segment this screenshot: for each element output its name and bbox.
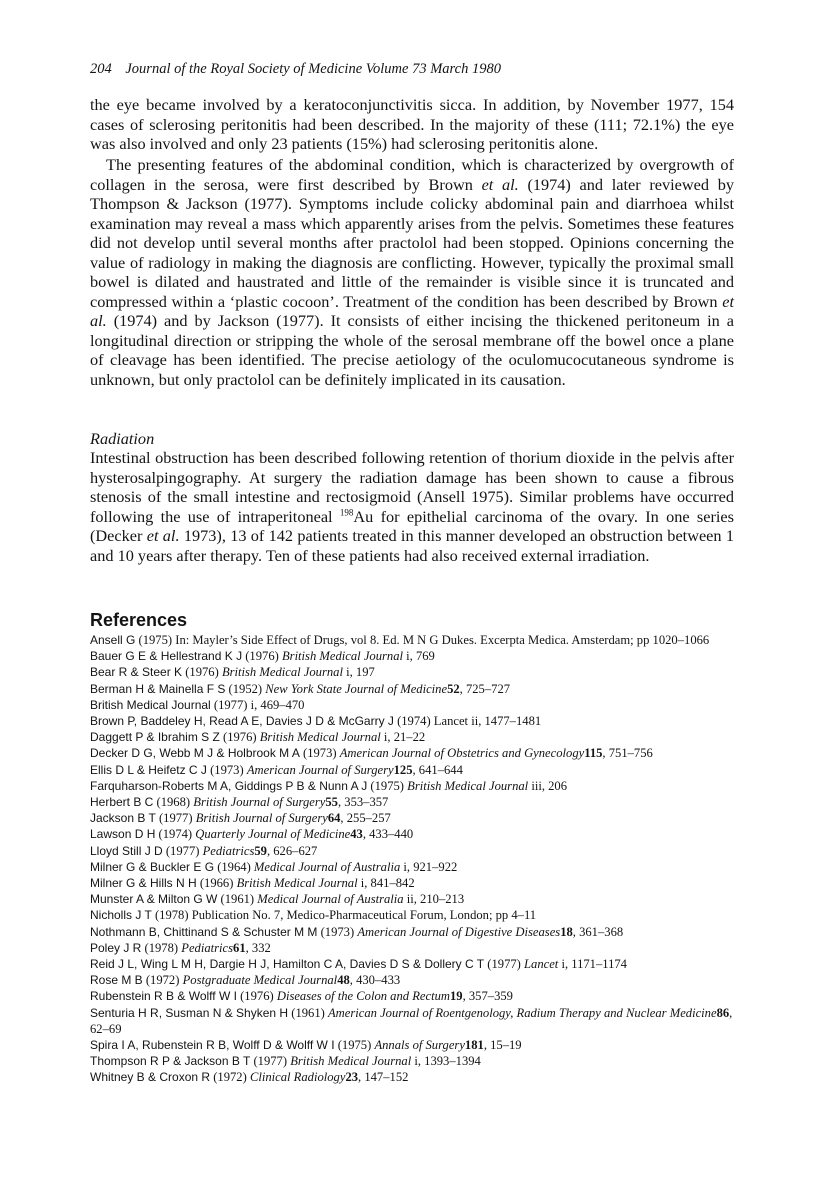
reference-year: (1972) [145,973,180,988]
reference-item [90,907,740,923]
reference-year: (1973) [303,746,337,761]
reference-author: Ellis D L & Heifetz C J [90,762,207,777]
reference-pages: , 361–368 [572,924,624,939]
reference-item [90,794,740,810]
reference-detail: Lancet ii, 1477–1481 [433,714,542,729]
reference-pages: , 725–727 [459,681,511,696]
reference-author: Spira I A, Rubenstein R B, Wolff D & Wolff W I [90,1038,335,1053]
reference-journal: American Journal of Digestive Diseases [357,924,561,939]
reference-pages: , 641–644 [412,762,463,777]
reference-author: Brown P, Baddeley H, Read A E, Davies J D & McGarry J [90,714,394,729]
reference-year: (1975) [370,778,404,793]
reference-year: (1961) [220,892,255,907]
reference-volume: 19 [449,989,463,1004]
reference-journal: British Medical Journal [236,876,358,891]
paragraph-text: the eye became involved by a keratoconjunctivitis sicca. In addition, by November 1977, 154 cases of sclerosing peritonitis had been described. In the majority of these (111; 72.1%) the eye was also involved and only 23 patients (15%) had sclerosing peritonitis alone. [90,95,734,153]
reference-volume: 23 [345,1070,359,1085]
reference-volume: 55 [325,795,338,810]
body-paragraph-1 [90,95,734,154]
reference-volume: 18 [560,924,573,939]
reference-year: (1976) [223,730,257,745]
reference-author: Milner G & Buckler E G [90,859,215,874]
reference-volume: 52 [447,681,460,696]
reference-journal: British Medical Journal [290,1054,412,1069]
reference-volume: 48 [337,973,350,988]
reference-year: (1966) [199,876,234,891]
reference-item [90,859,740,875]
reference-author: Farquharson-Roberts M A, Giddings P B & Nunn A J [90,778,368,793]
reference-author: Lloyd Still J D [90,843,163,858]
reference-item [90,924,740,940]
reference-year: (1977) [165,843,200,858]
reference-item [90,648,740,664]
reference-item [90,681,740,697]
reference-year: (1952) [228,681,263,696]
body-paragraph-2 [90,155,734,389]
reference-item [90,956,740,972]
reference-journal: Annals of Surgery [374,1038,465,1053]
reference-journal: Quarterly Journal of Medicine [195,827,351,842]
reference-volume: 125 [393,762,413,777]
reference-year: (1974) [397,714,431,729]
reference-year: (1975) [138,633,173,647]
reference-item [90,1069,740,1085]
reference-journal: Medical Journal of Australia [253,859,401,874]
section-subheading: Radiation [90,429,155,448]
reference-item [90,664,740,680]
text-run: (1974) and by Jackson (1977). It consists of either incising the thickened peritoneum in a longitudinal direction or stripping the whole of the serosal membrane off the bowel once a plane of cleavage has been identified. The precise aetiology of the oculomucocutaneous syndrome is unknown, but only practolol can be definitely implicated in its causation. [90,311,734,389]
reference-author: Jackson B T [90,811,156,826]
reference-pages: i, 1393–1394 [411,1054,481,1069]
reference-author: Milner G & Hills N H [90,876,197,891]
reference-item [90,843,740,859]
reference-journal: British Journal of Surgery [195,811,328,826]
reference-pages: , 255–257 [340,811,391,826]
reference-author: Decker D G, Webb M J & Holbrook M A [90,746,300,761]
reference-pages: , 353–357 [337,795,389,810]
reference-journal: New York State Journal of Medicine [265,681,448,696]
reference-pages: , 147–152 [358,1070,409,1085]
reference-author: Lawson D H [90,827,156,842]
reference-author: Rose M B [90,973,143,988]
running-header [90,61,501,78]
reference-item [90,826,740,842]
reference-volume: 59 [254,843,267,858]
reference-journal: Lancet [524,957,559,972]
reference-author: Bear R & Steer K [90,665,183,680]
reference-year: (1974) [158,827,193,842]
reference-pages: ii, 210–213 [403,892,465,907]
reference-journal: British Journal of Surgery [193,795,326,810]
reference-author: British Medical Journal [90,697,211,712]
reference-author: Nothmann B, Chittinand S & Schuster M M [90,924,318,939]
reference-pages: , 332 [245,940,271,955]
reference-year: (1978) [144,940,179,955]
reference-journal: British Medical Journal [259,730,381,745]
text-run: Intestinal obstruction has been described following retention of thorium dioxide in the pelvis after hysterosalpingography. At surgery the radiation damage has been shown to cause a fibrous stenosis of the small intestine and rectosigmoid (Ansell 1975). Similar problems have occurred following the use of intraperitoneal [90,448,734,526]
reference-item [90,713,740,729]
reference-item [90,729,740,745]
reference-journal: Diseases of the Colon and Rectum [276,989,450,1004]
text-run: (1974) and later reviewed by Thompson & Jackson (1977). Symptoms include colicky abdominal pain and diarrhoea whilst examination may reveal a mass which apparently arises from the pelvis. Sometimes these features did not develop until several months after practolol had been stopped. Opinions concerning the value of radiology in making the diagnosis are conflicting. However, typically the proximal small bowel is dilated and haustrated and little of the remainder is visible since it is truncated and compressed within a ‘plastic cocoon’. Treatment of the condition has been described by Brown [90,174,735,311]
reference-year: (1977) [213,697,248,712]
reference-item [90,988,740,1004]
reference-journal: British Medical Journal [221,665,343,680]
reference-year: (1972) [213,1070,247,1085]
reference-pages: , 15–19 [483,1038,522,1053]
body-paragraph-3 [90,448,734,565]
running-title: Journal of the Royal Society of Medicine Volume 73 March 1980 [125,61,501,77]
reference-year: (1973) [210,762,244,777]
reference-item [90,745,740,761]
reference-author: Thompson R P & Jackson B T [90,1054,251,1069]
reference-pages: , 433–440 [362,827,414,842]
reference-journal: American Journal of Roentgenology, Radium Therapy and Nuclear Medicine [327,1005,717,1020]
reference-volume: 64 [327,811,341,826]
reference-journal: Postgraduate Medical Journal [182,973,338,988]
reference-item [90,762,740,778]
references-heading: References [90,610,188,630]
reference-item [90,778,740,794]
reference-pages: iii, 206 [528,778,568,793]
reference-journal: British Medical Journal [281,649,403,664]
reference-year: (1976) [185,665,219,680]
reference-year: (1977) [253,1054,288,1069]
reference-year: (1964) [217,859,251,874]
reference-author: Bauer G E & Hellestrand K J [90,649,243,664]
et-al-italic: et al. [90,291,734,330]
reference-pages: , 626–627 [266,843,318,858]
reference-journal: Medical Journal of Australia [257,892,404,907]
reference-list [90,632,740,1086]
superscript: 198 [339,507,354,518]
reference-year: (1968) [156,795,191,810]
reference-journal: American Journal of Surgery [246,762,394,777]
paragraph-text [90,448,734,565]
reference-pages: i, 1171–1174 [558,957,627,972]
reference-pages: , 751–756 [602,746,653,761]
reference-pages: , 357–359 [462,989,513,1004]
reference-item [90,1005,740,1037]
reference-item [90,940,740,956]
reference-author: Ansell G [90,633,136,647]
text-run: Au for epithelial carcinoma of the ovary. In one series (Decker [90,506,734,545]
page-number: 204 [90,61,112,77]
reference-author: Herbert B C [90,795,154,810]
reference-year: (1961) [291,1005,325,1020]
reference-pages: i, 841–842 [357,876,415,891]
reference-pages: i, 469–470 [250,697,305,712]
reference-volume: 86 [716,1005,730,1020]
reference-author: Nicholls J T [90,908,152,923]
reference-item [90,891,740,907]
reference-year: (1976) [240,989,274,1004]
reference-year: (1976) [245,649,279,664]
reference-journal: Clinical Radiology [249,1070,346,1085]
reference-volume: 43 [350,827,363,842]
et-al-italic: et al. [481,174,519,194]
reference-detail: Publication No. 7, Medico-Pharmaceutical Forum, London; pp 4–11 [191,908,537,923]
paragraph-text [90,155,734,389]
reference-author: Berman H & Mainella F S [90,681,226,696]
reference-year: (1975) [337,1038,372,1053]
reference-year: (1977) [487,957,521,972]
reference-year: (1978) [154,908,189,923]
reference-item [90,697,740,713]
reference-item [90,875,740,891]
reference-journal: British Medical Journal [407,778,529,793]
reference-item [90,632,740,648]
reference-detail: In: Mayler’s Side Effect of Drugs, vol 8. Ed. M N G Dukes. Excerpta Medica. Amsterdam; pp 1020–1066 [175,633,710,647]
reference-item [90,972,740,988]
reference-year: (1973) [320,924,355,939]
reference-volume: 61 [233,940,246,955]
reference-journal: American Journal of Obstetrics and Gynecology [339,746,585,761]
reference-pages: , 430–433 [349,973,401,988]
reference-item [90,1037,740,1053]
reference-author: Poley J R [90,940,142,955]
reference-item [90,810,740,826]
reference-author: Whitney B & Croxon R [90,1070,211,1085]
text-run: 1973), 13 of 142 patients treated in this manner developed an obstruction between 1 and 10 years after therapy. Ten of these patients had also received external irradiation. [90,526,734,565]
reference-volume: 181 [464,1038,484,1053]
reference-author: Daggett P & Ibrahim S Z [90,730,220,745]
reference-journal: Pediatrics [202,843,255,858]
reference-volume: 115 [584,746,603,761]
reference-pages: i, 21–22 [380,730,426,745]
et-al-italic: et al. [146,526,180,545]
reference-pages: i, 197 [342,665,375,680]
reference-pages: i, 921–922 [400,859,458,874]
reference-year: (1977) [158,811,193,826]
reference-author: Reid J L, Wing L M H, Dargie H J, Hamilton C A, Davies D S & Dollery C T [90,957,485,972]
reference-pages: , 62–69 [90,1005,733,1036]
reference-author: Munster A & Milton G W [90,892,218,907]
text-run: The presenting features of the abdominal condition, which is characterized by overgrowth of collagen in the serosa, were first described by Brown [90,155,734,194]
reference-journal: Pediatrics [181,940,234,955]
reference-pages: i, 769 [403,649,435,664]
reference-item [90,1053,740,1069]
reference-author: Rubenstein R B & Wolff W I [90,989,237,1004]
reference-author: Senturia H R, Susman N & Shyken H [90,1005,289,1020]
